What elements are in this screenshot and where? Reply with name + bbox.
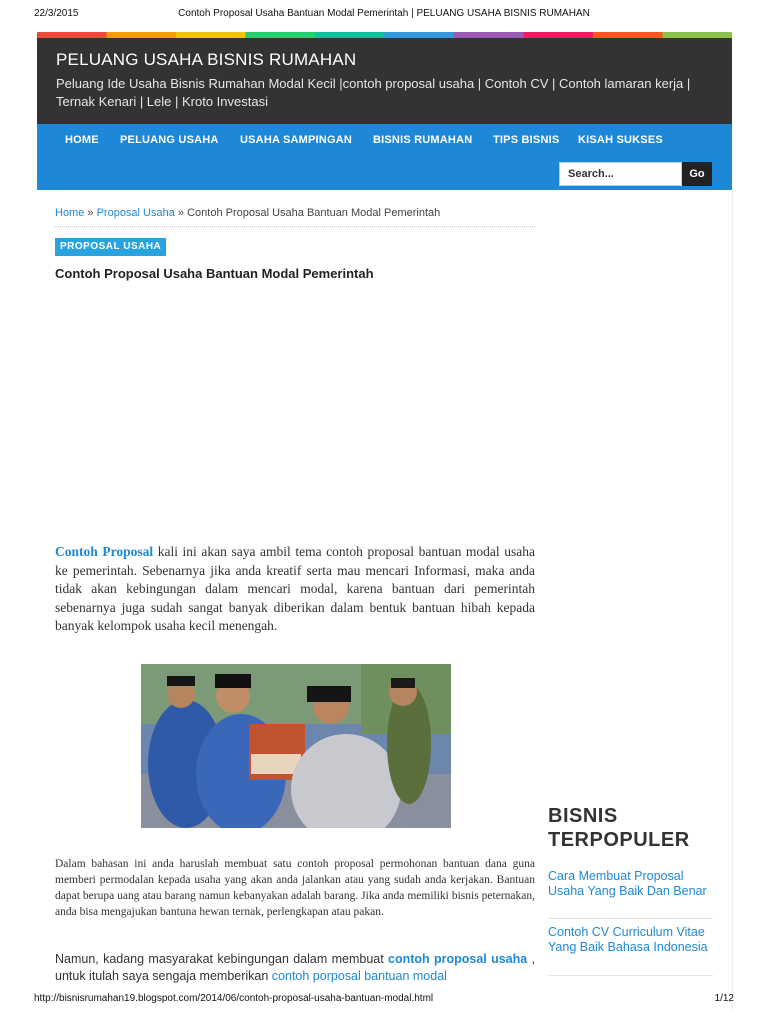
site-title[interactable]: PELUANG USAHA BISNIS RUMAHAN xyxy=(56,50,357,69)
post-paragraph-3 xyxy=(55,951,535,985)
post-title: Contoh Proposal Usaha Bantuan Modal Pemerintah xyxy=(55,266,374,281)
search-go-button[interactable]: Go xyxy=(682,162,712,186)
contoh-proposal-usaha-link[interactable]: contoh proposal usaha xyxy=(388,952,528,966)
breadcrumb-current: Contoh Proposal Usaha Bantuan Modal Pemerintah xyxy=(187,207,441,219)
print-date: 22/3/2015 xyxy=(34,8,79,19)
post-paragraph-2: Dalam bahasan ini anda haruslah membuat satu contoh proposal permohonan bantuan dana guna memberi permodalan kepada usaha yang akan anda jalankan atau yang sudah anda kerjakan. Bantuan dapat berupa uang atau barang namun kebanyakan adalah barang. Jika anda memiliki bisnis peternakan, anda bisa mengajukan bantuna hewan ternak, perlengkapan atau pakan. xyxy=(55,858,535,918)
paragraph-text: Namun, kadang masyarakat kebingungan dalam membuat xyxy=(55,952,389,966)
popular-post-divider xyxy=(548,975,713,976)
breadcrumb-separator: » xyxy=(174,207,188,219)
breadcrumb-category[interactable]: Proposal Usaha xyxy=(96,207,175,219)
popular-post-divider xyxy=(548,918,713,919)
popular-post-link[interactable]: Contoh CV Curriculum Vitae Yang Baik Bahasa Indonesia xyxy=(548,925,708,954)
site-header xyxy=(37,38,732,124)
nav-item-usaha-sampingan[interactable]: USAHA SAMPINGAN xyxy=(240,134,352,146)
breadcrumb xyxy=(55,207,440,219)
print-url: http://bisnisrumahan19.blogspot.com/2014/06/contoh-proposal-usaha-bantuan-modal.html xyxy=(34,993,434,1004)
photo-illustration xyxy=(141,664,451,828)
breadcrumb-home[interactable]: Home xyxy=(55,207,85,219)
post-photo xyxy=(141,664,451,828)
contoh-proposal-link[interactable]: Contoh Proposal xyxy=(55,544,154,559)
print-page-title: Contoh Proposal Usaha Bantuan Modal Pemerintah | PELUANG USAHA BISNIS RUMAHAN xyxy=(178,8,590,19)
popular-post-link[interactable]: Cara Membuat Proposal Usaha Yang Baik Dan Benar xyxy=(548,869,707,898)
main-navigation xyxy=(37,124,732,190)
contoh-porposal-bantuan-link[interactable]: contoh porposal bantuan modal xyxy=(271,969,447,983)
breadcrumb-divider xyxy=(55,226,535,227)
paragraph-text: kali ini akan saya ambil tema contoh proposal bantuan modal usaha ke pemerintah. Sebenarnya jika anda kreatif serta mau mencari Informasi, maka anda tidak akan kebingungan dalam mencari modal, karena bantuan dari pemerintah sebenarnya juga sudah sangat banyak diberikan dalam bentuk bantuan hibah kepada banyak kelompok usaha kecil menengah. xyxy=(55,544,535,633)
post-label-badge[interactable]: PROPOSAL USAHA xyxy=(55,238,166,256)
sidebar-popular-title: BISNIS TERPOPULER xyxy=(548,805,690,851)
nav-item-bisnis-rumahan[interactable]: BISNIS RUMAHAN xyxy=(373,134,473,146)
nav-item-kisah-sukses[interactable]: KISAH SUKSES xyxy=(578,134,663,146)
breadcrumb-separator: » xyxy=(84,207,97,219)
nav-item-home[interactable]: HOME xyxy=(65,134,99,146)
paragraph-text: , untuk itulah saya sengaja memberikan xyxy=(55,952,536,983)
print-page-number: 1/12 xyxy=(714,993,734,1004)
nav-item-peluang-usaha[interactable]: PELUANG USAHA xyxy=(120,134,219,146)
nav-item-tips-bisnis[interactable]: TIPS BISNIS xyxy=(493,134,560,146)
search-input[interactable]: Search... xyxy=(559,162,682,186)
print-header xyxy=(0,0,768,22)
post-paragraph-1 xyxy=(55,543,535,636)
site-description: Peluang Ide Usaha Bisnis Rumahan Modal Kecil |contoh proposal usaha | Contoh CV | Contoh lamaran kerja | Ternak Kenari | Lele | Kroto Investasi xyxy=(56,76,691,109)
